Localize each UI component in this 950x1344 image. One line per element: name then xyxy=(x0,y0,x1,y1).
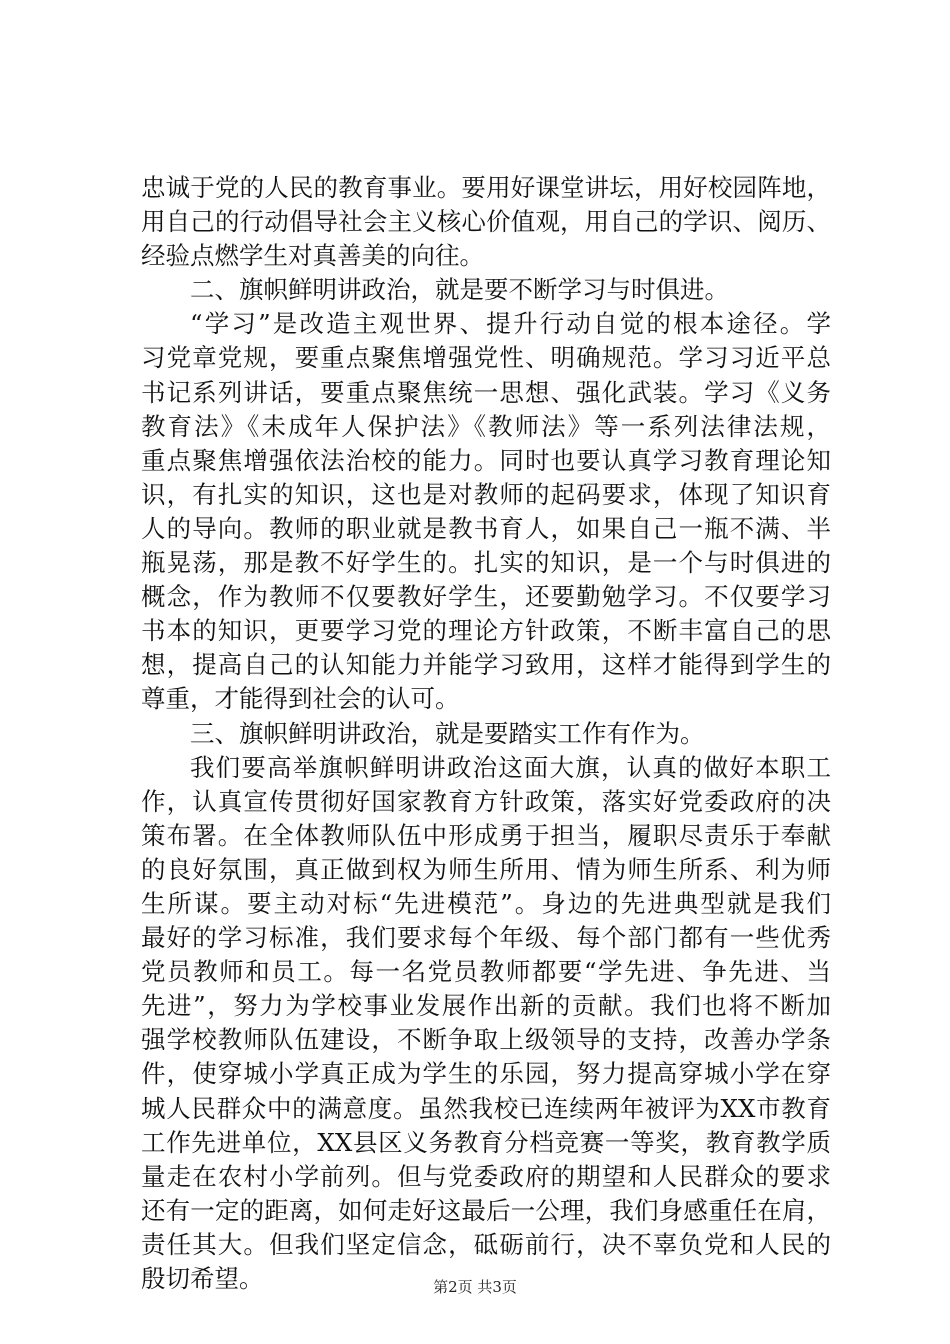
page-footer: 第2页 共3页 xyxy=(433,1278,517,1296)
text-line: 经验点燃学生对真善美的向往。 xyxy=(141,241,484,271)
text-line: 最好的学习标准，我们要求每个年级、每个部门都有一些优秀 xyxy=(141,923,831,953)
text-line: 还有一定的距离，如何走好这最后一公理，我们身感重任在肩， xyxy=(141,1195,831,1225)
text-line: 件，使穿城小学真正成为学生的乐园，努力提高穿城小学在穿 xyxy=(141,1059,831,1089)
text-line: 概念，作为教师不仅要教好学生，还要勤勉学习。不仅要学习 xyxy=(141,582,831,612)
text-line: 强学校教师队伍建设，不断争取上级领导的支持，改善办学条 xyxy=(141,1025,831,1055)
text-line: 尊重，才能得到社会的认可。 xyxy=(141,684,460,714)
text-line: 瓶晃荡，那是教不好学生的。扎实的知识，是一个与时俱进的 xyxy=(141,548,831,578)
text-line: 责任其大。但我们坚定信念，砥砺前行，决不辜负党和人民的 xyxy=(141,1229,831,1259)
text-line: 策布署。在全体教师队伍中形成勇于担当，履职尽责乐于奉献 xyxy=(141,820,831,850)
text-line: 教育法》《未成年人保护法》《教师法》等一系列法律法规， xyxy=(141,411,831,441)
text-line: 书记系列讲话，要重点聚焦统一思想、强化武装。学习《义务 xyxy=(141,377,831,407)
text-line: 我们要高举旗帜鲜明讲政治这面大旗，认真的做好本职工 xyxy=(190,752,831,782)
text-line: 忠诚于党的人民的教育事业。要用好课堂讲坛，用好校园阵地， xyxy=(141,173,831,202)
text-line: 想，提高自己的认知能力并能学习致用，这样才能得到学生的 xyxy=(141,650,831,680)
text-line: 量走在农村小学前列。但与党委政府的期望和人民群众的要求 xyxy=(141,1161,831,1191)
text-line: “学习”是改造主观世界、提升行动自觉的根本途径。学 xyxy=(190,309,831,339)
text-line: 用自己的行动倡导社会主义核心价值观，用自己的学识、阅历、 xyxy=(141,207,831,237)
text-line: 的良好氛围，真正做到权为师生所用、情为师生所系、利为师 xyxy=(141,854,831,884)
text-line: 作，认真宣传贯彻好国家教育方针政策，落实好党委政府的决 xyxy=(141,786,831,816)
text-line: 先进”，努力为学校事业发展作出新的贡献。我们也将不断加 xyxy=(141,991,831,1021)
text-line: 重点聚焦增强依法治校的能力。同时也要认真学习教育理论知 xyxy=(141,445,831,475)
text-line: 人的导向。教师的职业就是教书育人，如果自己一瓶不满、半 xyxy=(141,513,831,543)
text-line: 书本的知识，更要学习党的理论方针政策，不断丰富自己的思 xyxy=(141,616,831,646)
text-line: 识，有扎实的知识，这也是对教师的起码要求，体现了知识育 xyxy=(141,479,831,509)
text-line: 殷切希望。 xyxy=(141,1264,264,1293)
text-line: 习党章党规，要重点聚焦增强党性、明确规范。学习习近平总 xyxy=(141,343,831,373)
text-line: 工作先进单位，XX县区义务教育分档竞赛一等奖，教育教学质 xyxy=(141,1127,831,1157)
text-line: 党员教师和员工。每一名党员教师都要“学先进、争先进、当 xyxy=(141,957,831,987)
text-line: 城人民群众中的满意度。虽然我校已连续两年被评为XX市教育 xyxy=(141,1093,831,1123)
text-line: 三、旗帜鲜明讲政治，就是要踏实工作有作为。 xyxy=(190,718,705,748)
text-line: 二、旗帜鲜明讲政治，就是要不断学习与时俱进。 xyxy=(190,275,729,305)
text-line: 生所谋。要主动对标“先进模范”。身边的先进典型就是我们 xyxy=(141,888,831,918)
body-text xyxy=(141,171,831,1296)
